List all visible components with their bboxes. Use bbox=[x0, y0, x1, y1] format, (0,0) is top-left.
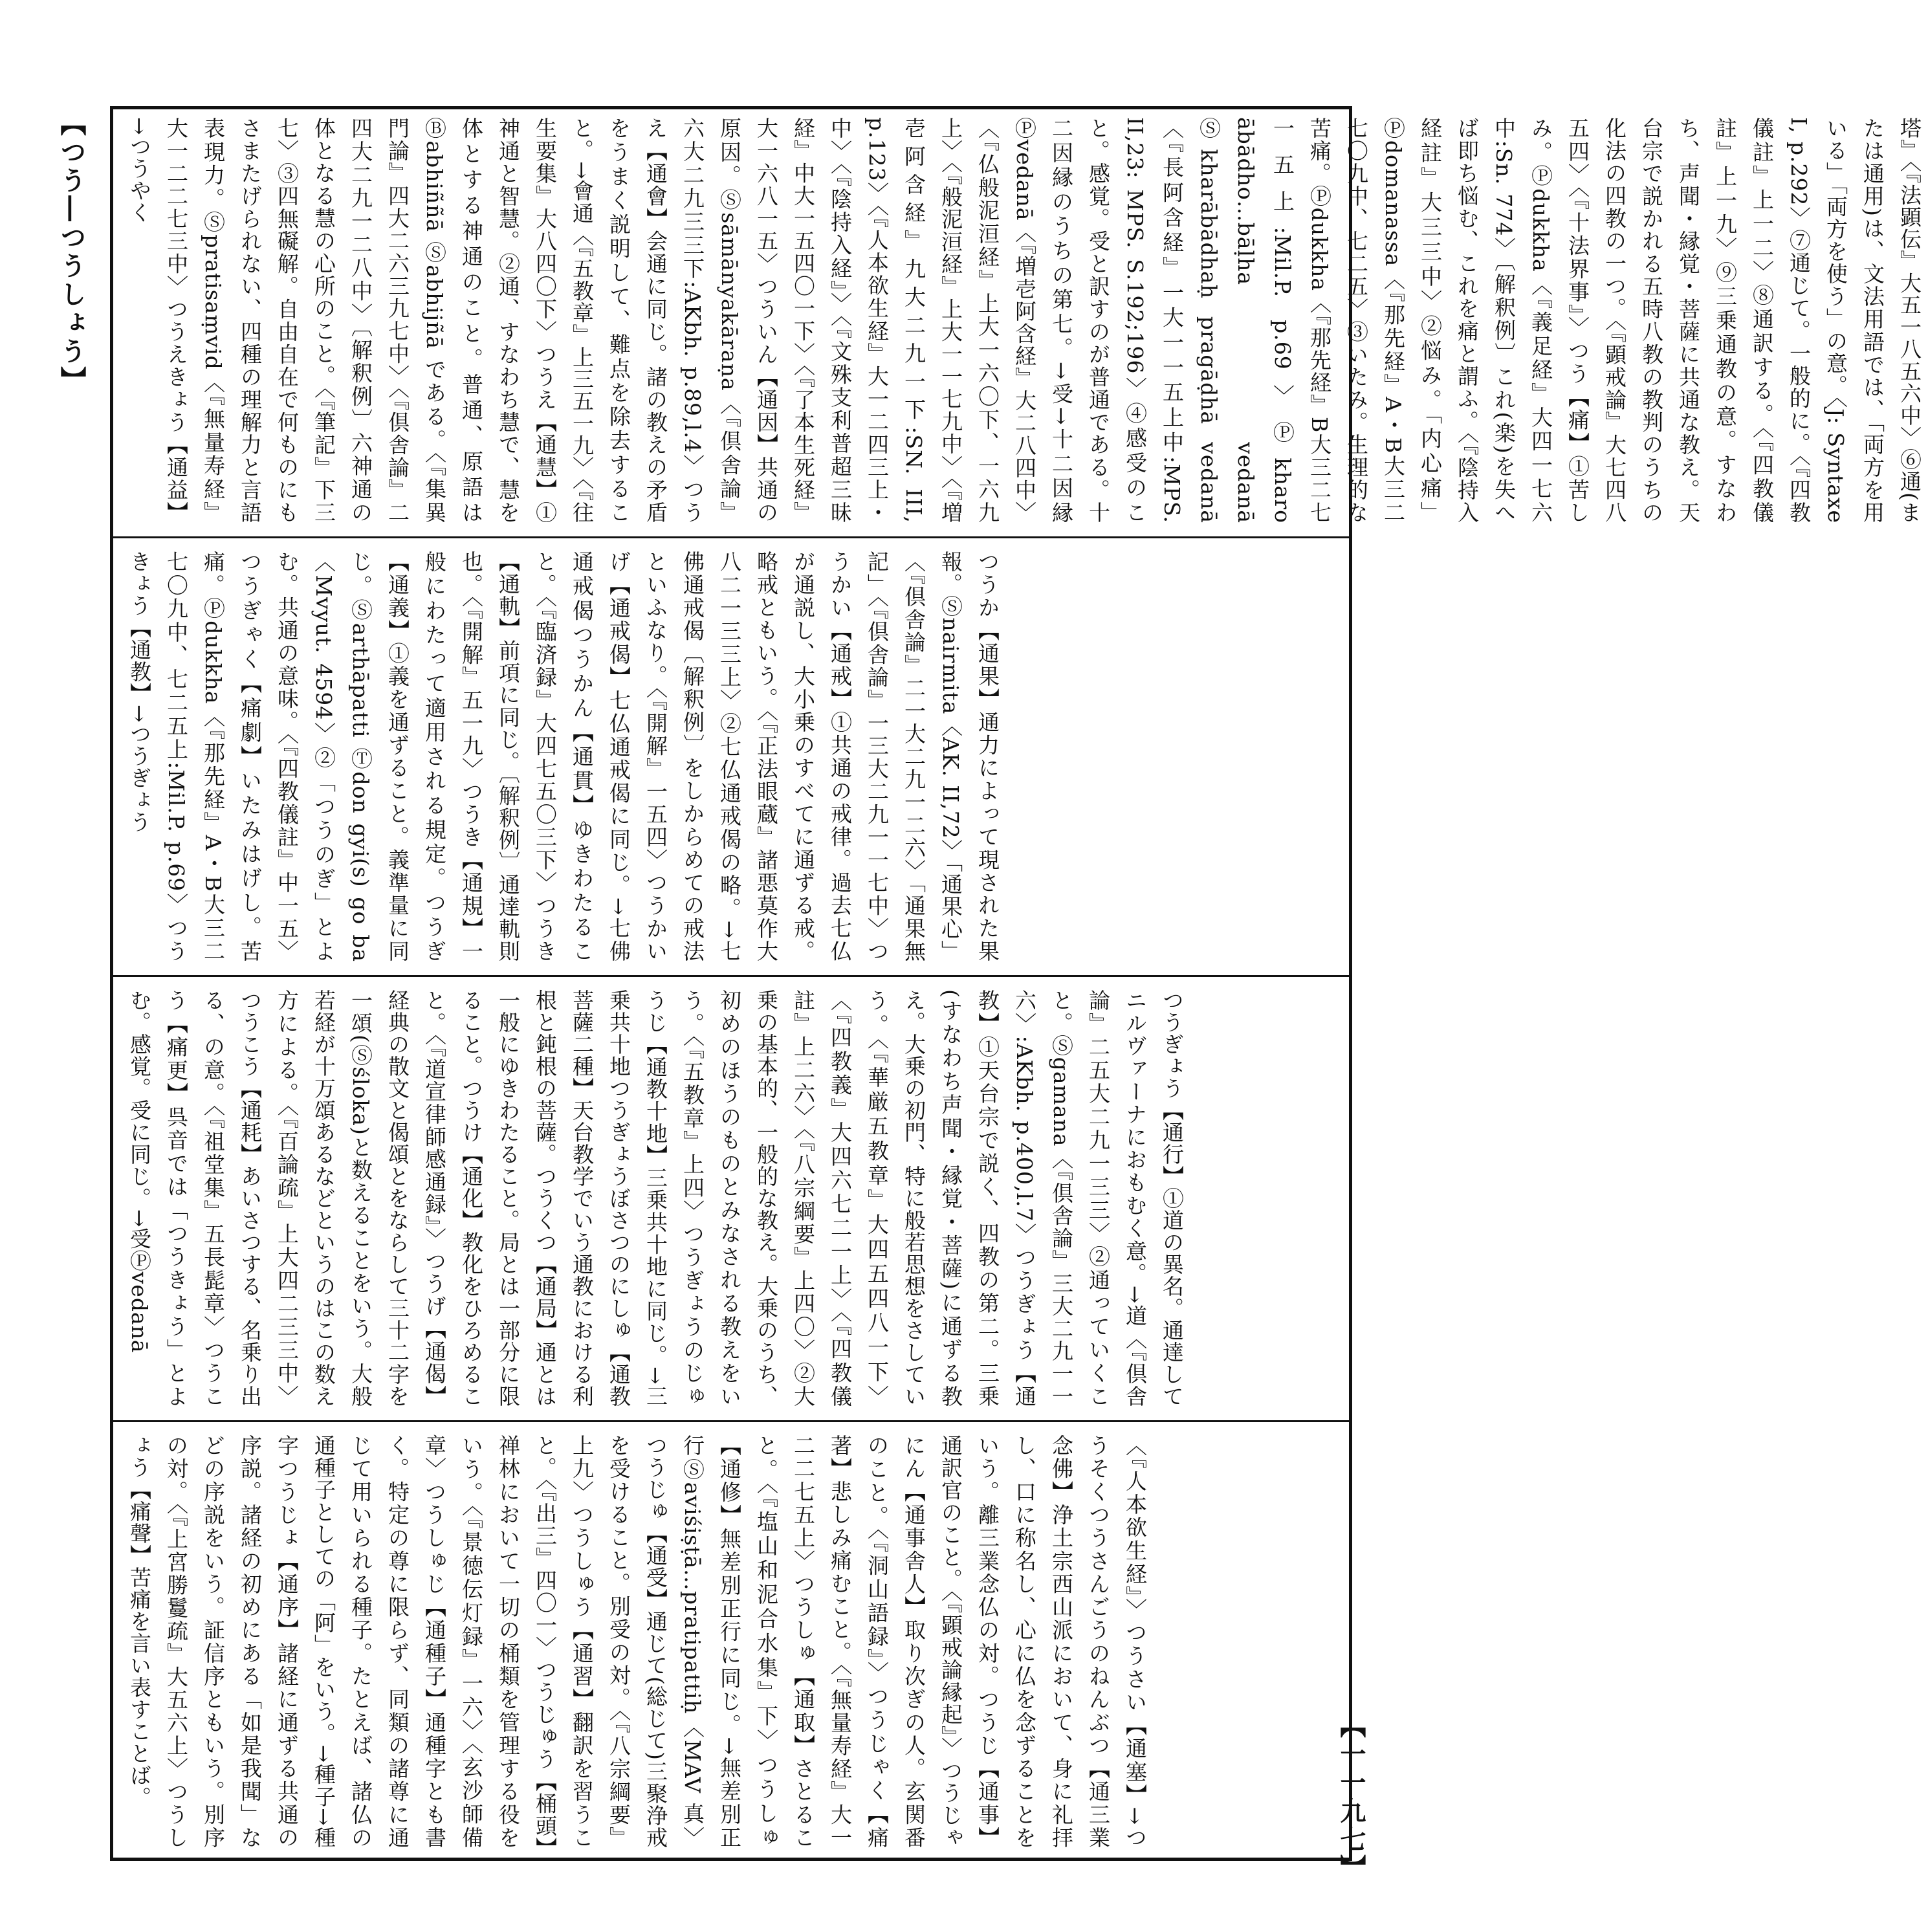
entry-text-tier-1: 塔』〈『法顕伝』大五一八五六中〉⑥通(または通用)は、文法用語では、「両方を用いる」「両方を使う」の意。〈J: Syntaxe I, p.292〉⑦通じて。一般的に。〈『四教儀註』上一二〉⑧通訳する。〈『四教儀註』上一九〉⑨三乗通教の意。すなわち、声聞・縁覚・菩薩に共通な教え。天台宗で説かれる五時八教の教判のうちの化法の四教の一つ。〈『顕戒論』大七四八五四〉〈『十法界事』〉つう【痛】①苦しみ。Ⓟdukkha〈『義足経』大四一七六中:Sn. 774〉〔解釈例〕これ(楽)を失へば即ち悩む、これを痛と謂ふ。〈『陰持入経註』大三三中〉②悩み。「内心痛」Ⓟdomanassa〈『那先経』A・B大三二七〇九中、七二五〉③いたみ。生理的な苦痛。Ⓟdukkha〈『那先経』B大三二七一五上:Mil.P. p.69〉Ⓟkharo ābādho…bāḷha vedanā Ⓢkharābādhaḥ pragāḍhā vedanā〈『長阿含経』一大一一五上中:MPS. II,23: MPS. S.192;196〉④感受のこと。感覚。受と訳すのが普通である。十二因縁のうちの第七。→受→十二因縁Ⓟvedanā〈『増壱阿含経』大二八四中〉〈『仏般泥洹経』上大一六〇下、一六九上〉〈『般泥洹経』上大一一七九中〉〈『増壱阿含経』九大二九一下:SN. III, p.123〉〈『人本欲生経』大一二四三上・中〉〈『陰持入経』〉〈『文殊支利普超三昧経』中大一五四〇一下〉〈『了本生死経』大一六八一五〉つういん【通因】共通の原因。Ⓢsāmānyakāraṇa〈『倶舎論』六大二九三三下:AKbh. p.89,l.4〉つうえ【通會】会通に同じ。諸の教えの矛盾をうまく説明して、難点を除去すること。→會通〈『五教章』上三五一九〉〈『往生要集』大八四〇下〉つうえ【通慧】①神通と智慧。②通、すなわち慧で、慧を体とする神通のこと。普通、原語はⒷabhiññā Ⓢabhijñā である。〈『集異門論』四大二六三九七中〉〈『倶舎論』二四大二九一二八中〉〔解釈例〕六神通の体となる慧の心所のこと。〈『筆記』下三七〉③四無礙解。自由自在で何ものにもさまたげられない、四種の理解力と言語表現力。Ⓢpratisaṃvid〈『無量寿経』大一二二七三中〉つうえきょう【通益】→つうやく bbox=[127, 117, 1922, 531]
tier-divider bbox=[113, 1420, 1349, 1422]
entry-text-tier-4: 〈『人本欲生経』〉つうさい【通塞】→つうそくつうさんごうのねんぶつ【通三業念佛】浄土宗西山派において、身に礼拝し、口に称名し、心に仏を念ずることをいう。離三業念仏の対。つうじ【通事】通訳官のこと。〈『顕戒論縁起』〉つうじゃにん【通事舎人】取り次ぎの人。玄関番のこと。〈『洞山語録』〉つうじゃく【痛著】悲しみ痛むこと。〈『無量寿経』大一二二七五上〉つうしゅ【通取】さとること。〈『塩山和泥合水集』下〉つうしゅ【通修】無差別正行に同じ。→無差別正行Ⓢaviśiṣṭā…pratipattiḥ〈MAV 真〉つうじゅ【通受】通じて(総じて)三聚浄戒を受けること。別受の対。〈『八宗綱要』上九〉つうしゅう【通習】翻訳を習うこと。〈『出三』四〇一〉つうじゅう【桶頭】禅林において一切の桶類を管理する役をいう。〈『景徳伝灯録』一六〉〈玄沙師備章〉つうしゅじ【通種子】通種字とも書く。特定の尊に限らず、同類の諸尊に通じて用いられる種子。たとえば、諸仏の通種子としての「阿」をいう。→種子→種字つうじょ【通序】諸経に通ずる共通の序説。諸経の初めにある「如是我聞」などの序説をいう。証信序ともいう。別序の対。〈『上宮勝鬘疏』大五六上〉つうしょう【痛聲】苦痛を言い表すことば。 bbox=[127, 1434, 1148, 1849]
entry-text-tier-3: つうぎょう【通行】①道の異名。通達してニルヴァーナにおもむく意。→道〈『倶舎論』二五大二九一三三〉②通っていくこと。Ⓢgamana〈『倶舎論』三大二九一一六〉:AKbh. p.400,l.7〉つうぎょう【通教】①天台宗で説く、四教の第二。三乗(すなわち声聞・縁覚・菩薩)に通ずる教え。大乗の初門、特に般若思想をさしていう。〈『華厳五教章』大四五四八一下〉〈『四教義』大四六七二一上〉〈『四教儀註』上二六〉〈『八宗綱要』上四〇〉②大乗の基本的、一般的な教え。大乗のうち、初めのほうのものとみなされる教えをいう。〈『五教章』上四〉つうぎょうのじゅうじ【通教十地】三乗共十地に同じ。→三乗共十地つうぎょうぼさつのにしゅ【通教菩薩二種】天台教学でいう通教における利根と鈍根の菩薩。つうくつ【通局】通とは一般にゆきわたること。局とは一部分に限ること。つうけ【通化】教化をひろめること。〈『道宣律師感通録』〉つうげ【通偈】経典の散文と偈頌とをならして三十二字を一頌(Ⓢśloka)と数えることをいう。大般若経が十万頌あるなどというのはこの数え方による。〈『百論疏』上大四二三三中〉つうこう【通耗】あいさつする、名乗り出る、の意。〈『祖堂集』五長髭章〉つうこう【痛更】呉音では「つうきょう」とよむ。感覚。受に同じ。→受Ⓟvedanā bbox=[127, 989, 1185, 1407]
tier-divider bbox=[113, 975, 1349, 977]
tier-1 bbox=[121, 117, 1922, 531]
tier-divider bbox=[113, 536, 1349, 538]
tier-2 bbox=[121, 551, 1342, 962]
running-head: 【つう―つうしょう】 bbox=[56, 110, 87, 395]
entry-text-tier-2: つうか【通果】通力によって現された果報。Ⓢnairmita〈AK. II,72〉「通果心」〈『倶舎論』二一大二九一二六〉「通果無記」〈『倶舎論』一三大二九一一七中〉つうかい【通戒】①共通の戒律。過去七仏が通説し、大小乗のすべてに通ずる戒。略戒ともいう。〈『正法眼蔵』諸悪莫作大八二一三三上〉②七仏通戒偈の略。→七佛通戒偈〔解釈例〕をしからめての戒法といふなり。〈『開解』一五四〉つうかいげ【通戒偈】七仏通戒偈に同じ。→七佛通戒偈つうかん【通貫】ゆきわたること。〈『臨済録』大四七五〇三下〉つうき【通軌】前項に同じ。〔解釈例〕通達軌則也。〈『開解』五一九〉つうき【通規】一般にわたって適用される規定。つうぎ【通義】①義を通ずること。義準量に同じ。Ⓢarthāpatti Ⓣdon gyi(s) go ba〈Mvyut. 4594〉②「つうのぎ」とよむ。共通の意味。〈『四教儀註』中一五〉つうぎゃく【痛劇】いたみはげし。苦痛。Ⓟdukkha〈『那先経』A・B大三二七〇九中、七二五上:Mil.P. p.69〉つうきょう【通教】→つうぎょう bbox=[127, 551, 1000, 962]
tier-4 bbox=[121, 1434, 1342, 1849]
tier-3 bbox=[121, 989, 1342, 1407]
page-number: 【一一九七】 bbox=[1336, 1712, 1366, 1883]
